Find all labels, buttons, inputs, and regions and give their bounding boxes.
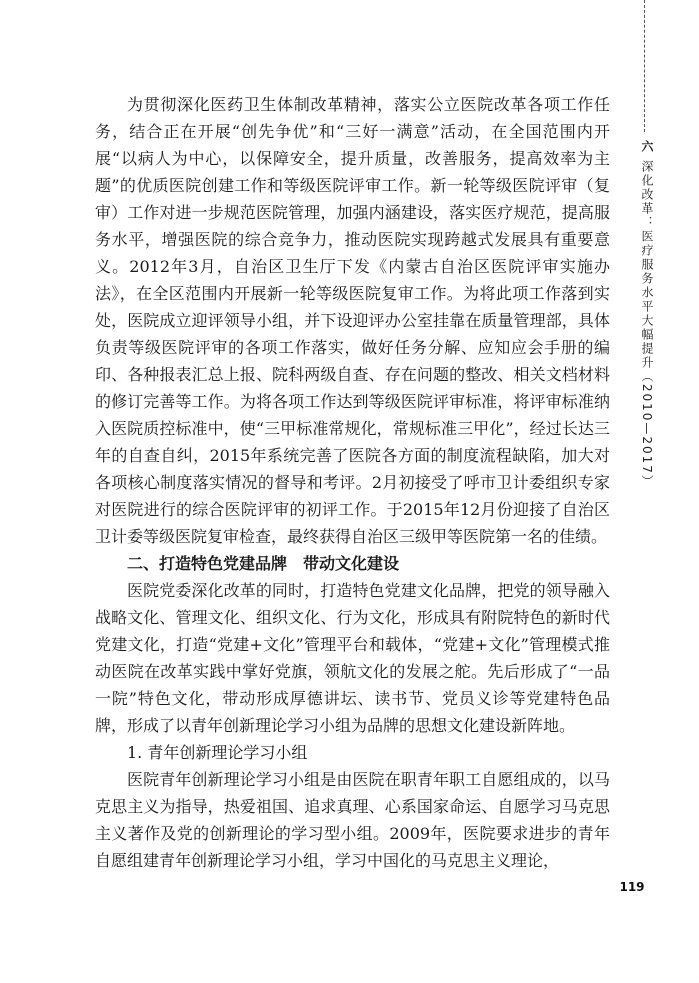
paragraph-party-culture: 医院党委深化改革的同时，打造特色党建文化品牌，把党的领导融入战略文化、管理文化、组织文化、行为文化，形成具有附院特色的新时代党建文化，打造“党建+文化”管理平台和载体，“党建+文化”管理模式推动医院在改革实践中掌好党旗，领航文化的发展之舵。先后形成了“一品一院”特色文化，带动形成厚德讲坛、读书节、党员义诊等党建特色品牌，形成了以青年创新理论学习小组为品牌的思想文化建设新阵地。 xyxy=(95,581,610,735)
subsection-heading-youth-group: 1. 青年创新理论学习小组 xyxy=(127,743,308,762)
running-chapter-title xyxy=(636,140,656,489)
margin-dotted-rule xyxy=(644,0,645,132)
body-text xyxy=(95,91,610,874)
paragraph-youth-group: 医院青年创新理论学习小组是由医院在职青年职工自愿组成的，以马克思主义为指导，热爱祖国、追求真理、心系国家命运、自愿学习马克思主义著作及党的创新理论的学习型小组。2009年，医院要求进步的青年自愿组建青年创新理论学习小组，学习中国化的马克思主义理论， xyxy=(95,770,610,870)
chapter-title: 深化改革：医疗服务水平大幅提升（2010—2017） xyxy=(640,159,654,489)
paragraph-hospital-review: 为贯彻深化医药卫生体制改革精神，落实公立医院改革各项工作任务，结合正在开展“创先争优”和“三好一满意”活动，在全国范围内开展“以病人为中心，以保障安全，提升质量，改善服务，提高效率为主题”的优质医院创建工作和等级医院评审工作。新一轮等级医院评审（复审）工作对进一步规范医院管理，加强内涵建设，落实医疗规范，提高服务水平，增强医院的综合竞争力，推动医院实现跨越式发展具有重要意义。2012年3月，自治区卫生厅下发《内蒙古自治区医院评审实施办法》，在全区范围内开展新一轮等级医院复审工作。为将此项工作落到实处，医院成立迎评领导小组，并下设迎评办公室挂靠在质量管理部，具体负责等级医院评审的各项工作落实，做好任务分解、应知应会手册的编印、各种报表汇总上报、院科两级自查、存在问题的整改、相关文档材料的修订完善等工作。为将各项工作达到等级医院评审标准，将评审标准纳入医院质控标准中，使“三甲标准常规化，常规标准三甲化”，经过长达三年的自查自纠，2015年系统完善了医院各方面的制度流程缺陷，加大对各项核心制度落实情况的督导和考评。2月初接受了呼市卫计委组织专家对医院进行的综合医院评审的初评工作。于2015年12月份迎接了自治区卫计委等级医院复审检查，最终获得自治区三级甲等医院第一名的佳绩。 xyxy=(95,95,610,546)
chapter-number: 六 xyxy=(640,140,654,154)
page-number: 119 xyxy=(612,873,652,901)
section-heading-party-brand: 二、打造特色党建品牌 带动文化建设 xyxy=(127,554,400,573)
